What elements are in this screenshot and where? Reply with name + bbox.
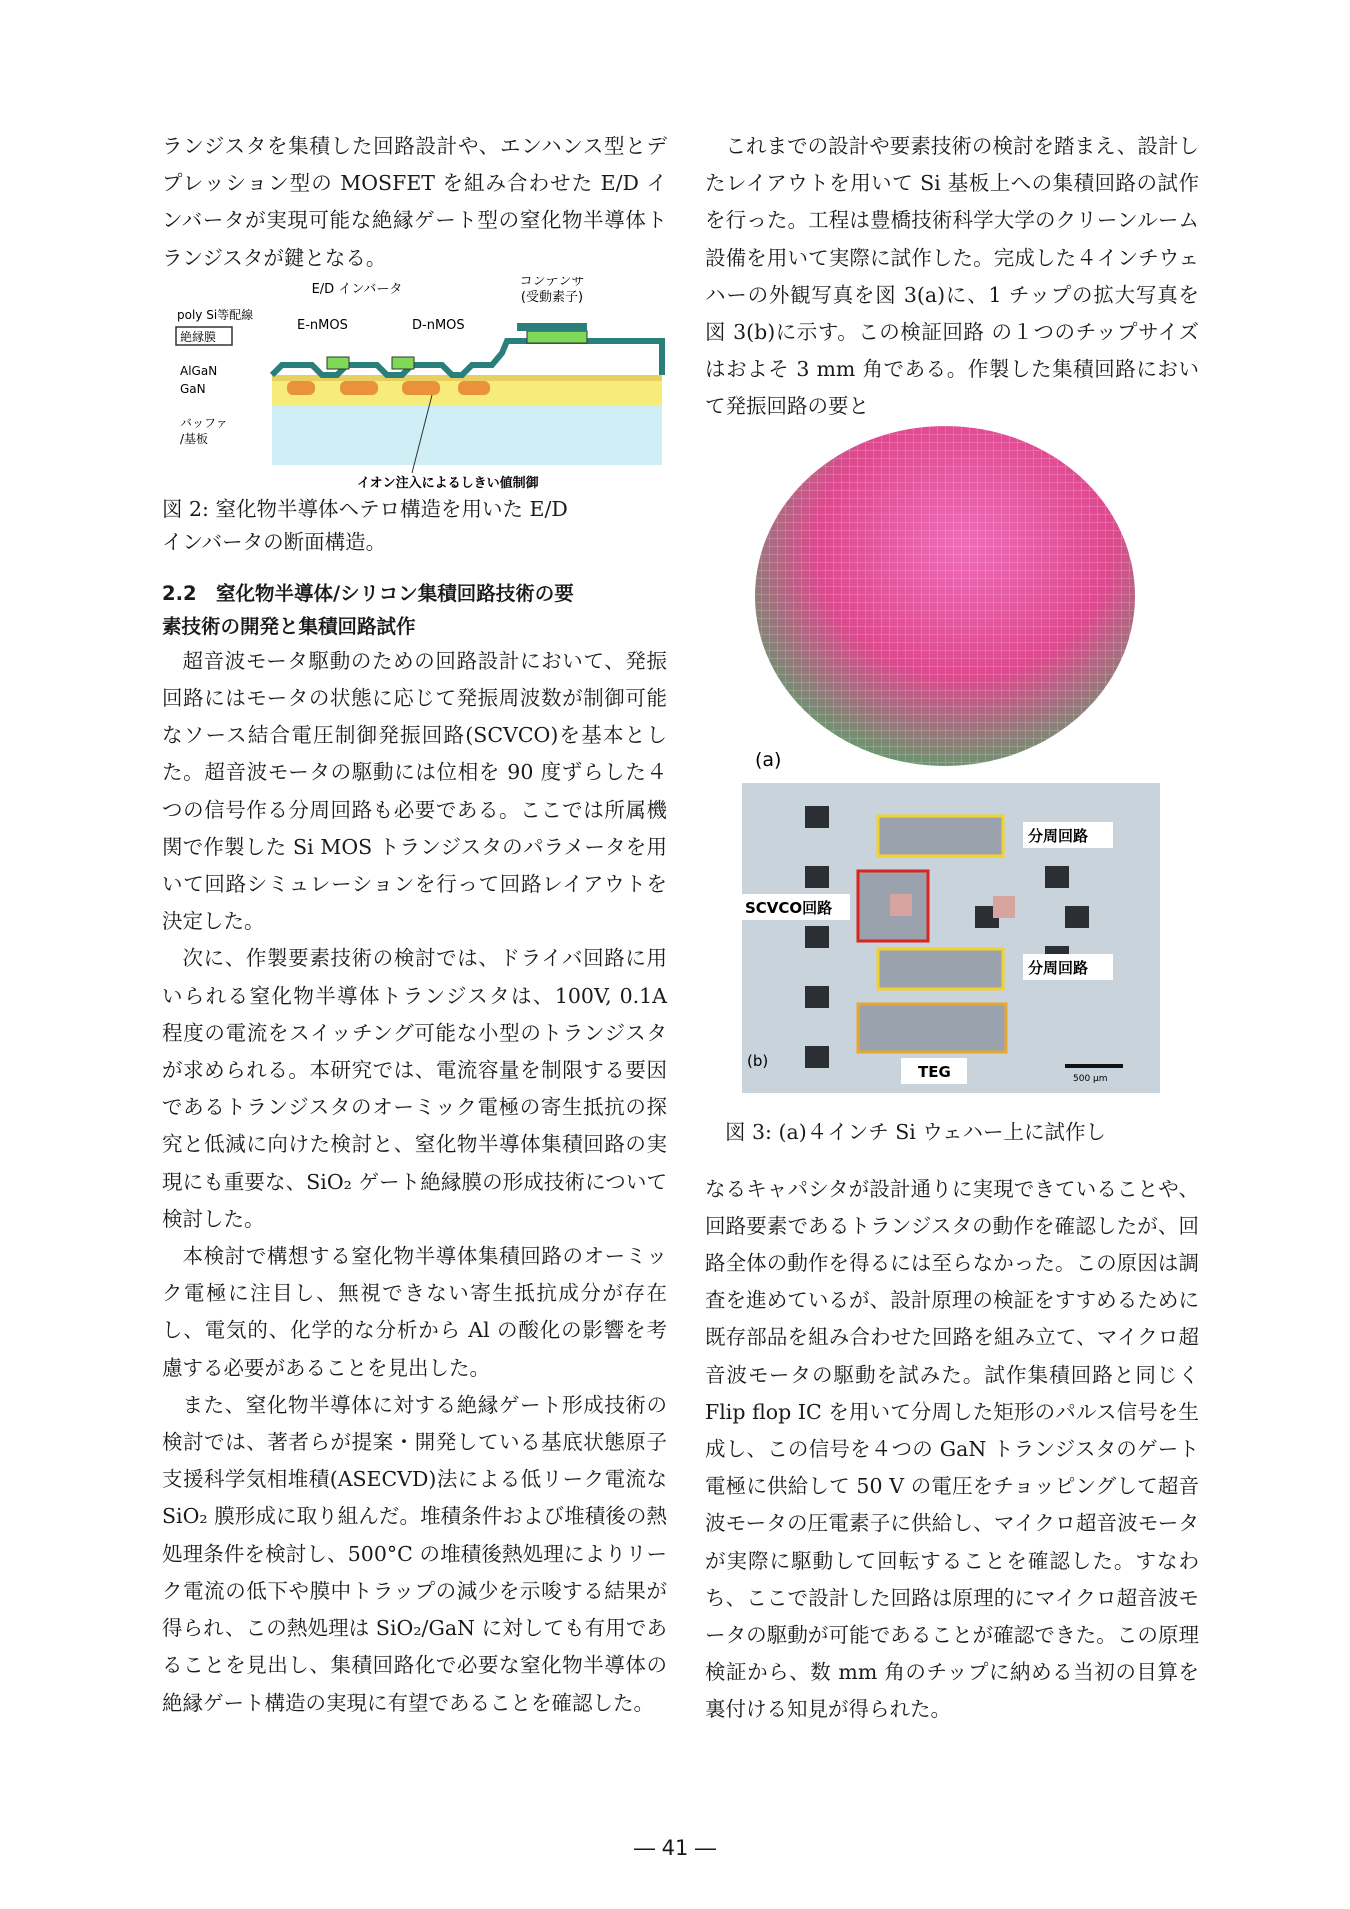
section-heading-line1: 2.2 窒化物半導体/シリコン集積回路技術の要 <box>162 581 574 605</box>
figure-2-caption-line1: 図 2: 窒化物半導体ヘテロ構造を用いた E/D <box>162 496 568 521</box>
figure-3-photos <box>705 426 1199 1116</box>
left-paragraph-5: また、窒化物半導体に対する絶縁ゲート形成技術の検討では、著者らが提案・開発している基底状態原子支援科学気相堆積(ASECVD)法による低リーク電流な SiO₂ 膜形成に取り組んだ。堆積条件および堆積後の熱処理条件を検討し、500°C の堆積後熱処理によりリーク電流の低下や膜中トラップの減少を示唆する結果が得られ、この熱処理は SiO₂/GaN に対しても有用であることを見出し、集積回路化で必要な窒化物半導体の絶縁ゲート構造の実現に有望であることを確認した。 <box>162 1392 674 1715</box>
label-passive: (受動素子) <box>520 289 584 305</box>
scale-bar <box>1065 1064 1123 1068</box>
label-scvco: SCVCO回路 <box>745 898 833 917</box>
label-div1: 分周回路 <box>1028 826 1089 845</box>
label-dnmos: D-nMOS <box>412 317 465 333</box>
divider-box-2 <box>878 949 1003 989</box>
gate-e <box>327 357 349 369</box>
figure-2-diagram <box>162 277 667 493</box>
implant-1 <box>287 381 315 395</box>
buffer-layer <box>272 405 662 465</box>
right-column <box>705 128 1206 1729</box>
label-a: (a) <box>755 748 782 771</box>
label-ion: イオン注入によるしきい値制御 <box>357 475 539 491</box>
left-paragraph-3: 次に、作製要素技術の検討では、ドライバ回路に用いられる窒化物半導体トランジスタは、100V, 0.1A 程度の電流をスイッチング可能な小型のトランジスタが求められる。本研究では、電流容量を制限する要因であるトランジスタのオーミック電極の寄生抵抗の探究と低減に向けた検討と、窒化物半導体集積回路の実現にも重要な、SiO₂ ゲート絶縁膜の形成技術について検討した。 <box>162 946 674 1231</box>
left-paragraph-1: ランジスタを集積した回路設計や、エンハンス型とデプレッション型の MOSFET を組み合わせた E/D インバータが実現可能な絶縁ゲート型の窒化物半導体トランジスタが鍵となる。 <box>162 134 667 270</box>
implant-4 <box>458 381 490 395</box>
figure-3 <box>705 426 1199 1116</box>
gate-d <box>392 357 414 369</box>
label-poly: poly Si等配線 <box>177 307 254 322</box>
left-paragraph-4: 本検討で構想する窒化物半導体集積回路のオーミック電極に注目し、無視できない寄生抵抗成分が存在し、電気的、化学的な分析から Al の酸化の影響を考慮する必要があることを見出した。 <box>162 1244 667 1380</box>
teg-box <box>858 1004 1006 1052</box>
scvco-cap <box>890 894 912 916</box>
label-buffer: バッファ <box>180 415 228 430</box>
right-paragraph-2: なるキャパシタが設計通りに実現できていることや、回路要素であるトランジスタの動作を確認したが、回路全体の動作を得るには至らなかった。この原因は調査を進めているが、設計原理の検証をすすめるために既存部品を組み合わせた回路を組み立て、マイクロ超音波モータの駆動を試みた。試作集積回路と同じく Flip flop IC を用いて分周した矩形のパルス信号を生成し、この信号を４つの GaN トランジスタのゲート電極に供給して 50 V の電圧をチョッピングして超音波モータの圧電素子に供給し、マイクロ超音波モータが実際に駆動して回転することを確認した。すなわち、ここで設計した回路は原理的にマイクロ超音波モータの駆動が可能であることが確認できた。この原理検証から、数 mm 角のチップに納める当初の目算を裏付ける知見が得られた。 <box>705 1176 1206 1722</box>
capacitor-plate <box>527 331 587 343</box>
page-number: ― 41 ― <box>633 1836 717 1860</box>
wafer-grid <box>755 426 1135 766</box>
test-cap <box>993 896 1015 918</box>
implant-3 <box>402 381 440 395</box>
label-ed-inverter: E/D インバータ <box>311 281 403 297</box>
left-column <box>162 128 674 1722</box>
label-b: (b) <box>747 1051 769 1070</box>
label-substrate: /基板 <box>180 431 209 446</box>
label-insulator: 絶縁膜 <box>180 329 217 344</box>
label-enmos: E-nMOS <box>297 317 348 333</box>
figure-3-caption: 図 3: (a)４インチ Si ウェハー上に試作し <box>725 1119 1107 1144</box>
label-gan: GaN <box>180 381 206 396</box>
label-teg: TEG <box>918 1062 951 1081</box>
right-paragraph-1: これまでの設計や要素技術の検討を踏まえ、設計したレイアウトを用いて Si 基板上への集積回路の試作を行った。工程は豊橋技術科学大学のクリーンルーム 設備を用いて実際に試作した。完成した４インチウェハーの外観写真を図 3(a)に、1 チップの拡大写真を図 3(b)に示す。この検証回路 の１つのチップサイズはおよそ 3 mm 角である。作製した集積回路において発振回路の要と <box>705 134 1206 419</box>
section-heading-line2: 素技術の開発と集積回路試作 <box>162 614 416 638</box>
label-div2: 分周回路 <box>1028 958 1089 977</box>
capacitor-top <box>517 323 587 331</box>
left-paragraph-2: 超音波モータ駆動のための回路設計において、発振回路にはモータの状態に応じて発振周波数が制御可能なソース結合電圧制御発振回路(SCVCO)を基本とした。超音波モータの駆動には位相を 90 度ずらした４つの信号作る分周回路も必要である。ここでは所属機関で作製した Si MOS トランジスタのパラメータを用いて回路シミュレーションを行って回路レイアウトを決定した。 <box>162 648 667 934</box>
label-algan: AlGaN <box>180 363 218 378</box>
figure-2 <box>162 277 667 493</box>
implant-2 <box>340 381 378 395</box>
figure-2-caption-line2: インバータの断面構造。 <box>162 529 387 554</box>
divider-box-1 <box>878 816 1003 856</box>
label-condenser: コンデンサ <box>519 276 585 289</box>
label-scale: 500 μm <box>1073 1073 1108 1084</box>
